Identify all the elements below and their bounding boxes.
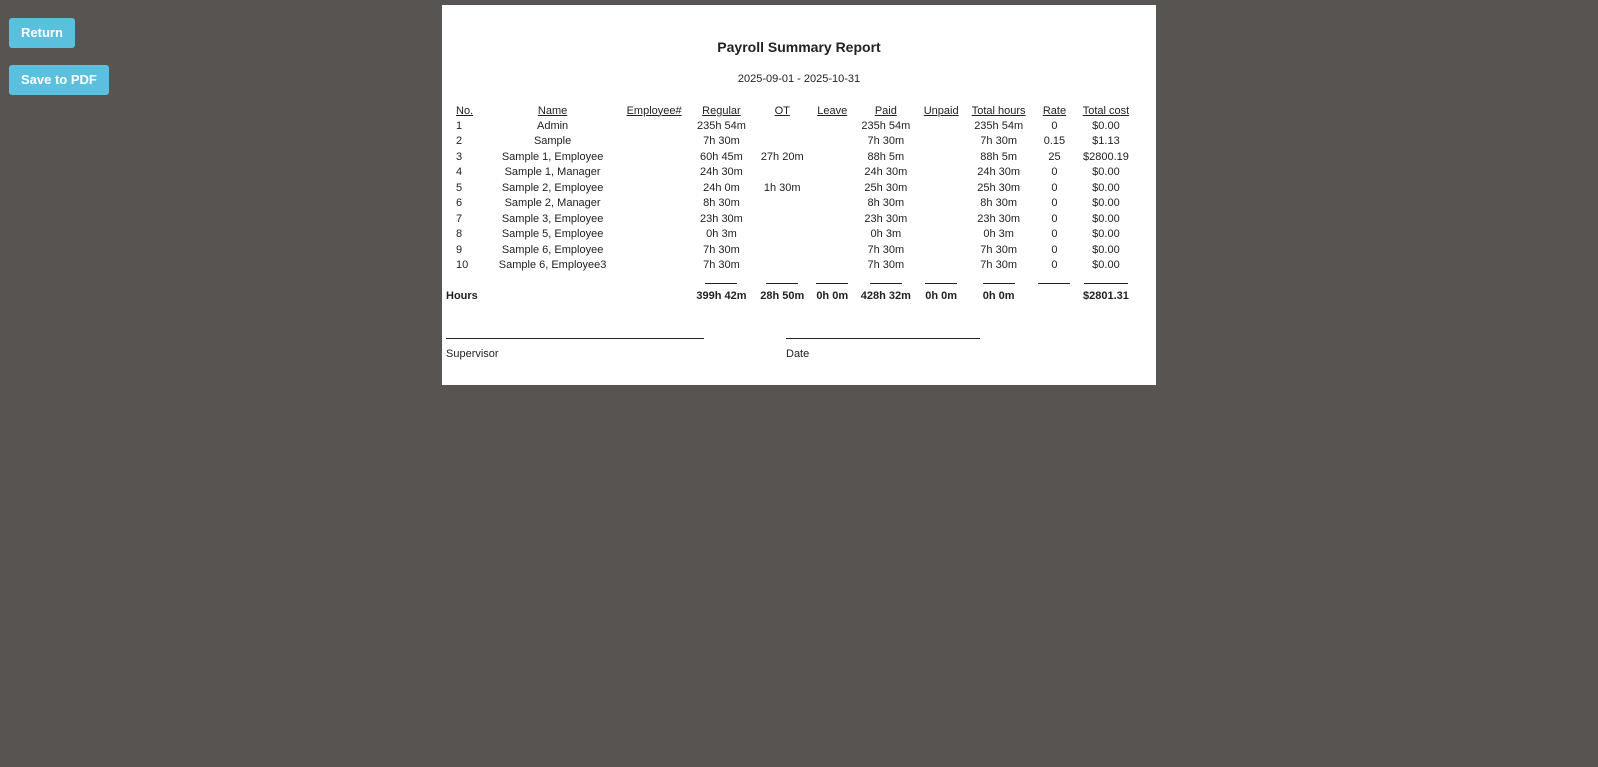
cell-total-cost: $0.00	[1092, 259, 1120, 272]
cell-leave	[811, 165, 854, 181]
cell-no: 4	[456, 166, 463, 179]
cell-no: 5	[456, 181, 463, 194]
divider	[870, 283, 902, 284]
cell-regular: 7h 30m	[703, 243, 740, 256]
cell-ot	[754, 134, 811, 150]
cell-paid: 24h 30m	[864, 166, 908, 179]
cell-regular: 7h 30m	[703, 135, 740, 148]
cell-ot	[754, 211, 811, 227]
cell-unpaid	[918, 211, 964, 227]
cell-ot	[754, 196, 811, 212]
cell-employee-number	[619, 196, 689, 212]
cell-unpaid	[918, 165, 964, 181]
col-header-ot: OT	[774, 104, 790, 117]
cell-leave	[811, 118, 854, 134]
cell-ot: 27h 20m	[760, 150, 804, 163]
table-row	[446, 196, 1136, 212]
table-row	[446, 149, 1136, 165]
cell-paid: 235h 54m	[861, 119, 911, 132]
cell-regular: 7h 30m	[703, 259, 740, 272]
cell-total-cost: $2800.19	[1082, 150, 1129, 163]
total-total-cost: $2801.31	[1082, 290, 1129, 303]
divider	[925, 283, 957, 284]
cell-rate: 0.15	[1043, 135, 1066, 148]
col-header-total-hours: Total hours	[971, 104, 1026, 117]
table-row	[446, 134, 1136, 150]
cell-no: 9	[456, 243, 463, 256]
report-title: Payroll Summary Report	[717, 39, 881, 55]
divider	[816, 283, 848, 284]
report-page	[442, 5, 1156, 385]
cell-name: Sample 2, Employee	[501, 181, 604, 194]
totals-divider-row	[446, 273, 1136, 289]
cell-employee-number	[619, 211, 689, 227]
cell-paid: 7h 30m	[867, 259, 905, 272]
cell-rate: 0	[1051, 228, 1058, 241]
cell-unpaid	[918, 242, 964, 258]
cell-unpaid	[918, 180, 964, 196]
cell-total-hours: 88h 5m	[980, 150, 1017, 163]
cell-no: 2	[456, 135, 463, 148]
cell-leave	[811, 149, 854, 165]
total-unpaid: 0h 0m	[925, 290, 958, 303]
col-header-paid: Paid	[874, 104, 897, 117]
cell-regular: 24h 30m	[700, 166, 743, 179]
cell-regular: 8h 30m	[703, 197, 740, 210]
cell-name: Sample 1, Employee	[501, 150, 604, 163]
cell-total-cost: $0.00	[1092, 197, 1120, 210]
payroll-table	[446, 103, 1136, 304]
table-row	[446, 242, 1136, 258]
save-to-pdf-button[interactable]: Save to PDF	[9, 65, 109, 95]
cell-regular: 60h 45m	[700, 150, 743, 163]
cell-total-cost: $1.13	[1092, 135, 1120, 148]
cell-employee-number	[619, 149, 689, 165]
cell-paid: 88h 5m	[867, 150, 905, 163]
cell-employee-number	[619, 165, 689, 181]
table-row	[446, 211, 1136, 227]
cell-employee-number	[619, 118, 689, 134]
cell-name: Sample	[533, 135, 572, 148]
col-header-leave: Leave	[817, 104, 848, 117]
cell-name: Admin	[536, 119, 569, 132]
cell-name: Sample 3, Employee	[501, 212, 604, 225]
cell-employee-number	[619, 242, 689, 258]
cell-total-hours: 23h 30m	[977, 212, 1021, 225]
divider	[766, 283, 798, 284]
col-header-unpaid: Unpaid	[923, 104, 959, 117]
cell-ot: 1h 30m	[763, 181, 801, 194]
cell-name: Sample 6, Employee3	[498, 259, 607, 272]
cell-ot	[754, 242, 811, 258]
cell-employee-number	[619, 180, 689, 196]
cell-leave	[811, 134, 854, 150]
cell-regular: 235h 54m	[696, 119, 746, 132]
cell-paid: 7h 30m	[867, 135, 905, 148]
cell-regular: 0h 3m	[706, 228, 737, 241]
cell-ot	[754, 258, 811, 274]
cell-unpaid	[918, 258, 964, 274]
cell-total-hours: 7h 30m	[980, 259, 1017, 272]
cell-ot	[754, 165, 811, 181]
cell-unpaid	[918, 118, 964, 134]
date-signature-line	[786, 338, 980, 339]
cell-total-cost: $0.00	[1092, 181, 1120, 194]
table-row	[446, 258, 1136, 274]
cell-rate: 25	[1048, 150, 1061, 163]
cell-total-cost: $0.00	[1092, 119, 1120, 132]
total-rate	[1033, 289, 1076, 305]
total-ot: 28h 50m	[760, 290, 805, 303]
cell-no: 7	[456, 212, 463, 225]
date-label: Date	[786, 348, 810, 360]
cell-leave	[811, 227, 854, 243]
return-button[interactable]: Return	[9, 18, 75, 48]
cell-rate: 0	[1051, 212, 1058, 225]
cell-rate: 0	[1051, 119, 1058, 132]
cell-leave	[811, 242, 854, 258]
divider	[1038, 283, 1070, 284]
cell-leave	[811, 180, 854, 196]
cell-total-cost: $0.00	[1092, 228, 1120, 241]
cell-unpaid	[918, 134, 964, 150]
col-header-name: Name	[537, 104, 568, 117]
cell-paid: 23h 30m	[864, 212, 908, 225]
cell-total-hours: 0h 3m	[983, 228, 1014, 241]
table-row	[446, 180, 1136, 196]
cell-rate: 0	[1051, 243, 1058, 256]
totals-row	[446, 289, 1136, 305]
cell-paid: 25h 30m	[864, 181, 908, 194]
total-regular: 399h 42m	[696, 290, 747, 303]
cell-rate: 0	[1051, 181, 1058, 194]
cell-unpaid	[918, 196, 964, 212]
cell-total-cost: $0.00	[1092, 166, 1120, 179]
cell-unpaid	[918, 149, 964, 165]
supervisor-label: Supervisor	[446, 348, 499, 360]
table-header-row	[446, 103, 1136, 118]
cell-ot	[754, 227, 811, 243]
cell-rate: 0	[1051, 166, 1058, 179]
cell-regular: 23h 30m	[700, 212, 743, 225]
cell-name: Sample 2, Manager	[504, 197, 601, 210]
cell-no: 1	[456, 119, 463, 132]
col-header-no: No.	[456, 104, 474, 117]
cell-leave	[811, 258, 854, 274]
cell-rate: 0	[1051, 197, 1058, 210]
cell-paid: 0h 3m	[870, 228, 902, 241]
cell-employee-number	[619, 227, 689, 243]
table-row	[446, 227, 1136, 243]
total-leave: 0h 0m	[816, 290, 849, 303]
cell-paid: 8h 30m	[867, 197, 905, 210]
cell-total-hours: 7h 30m	[980, 243, 1017, 256]
cell-no: 3	[456, 150, 463, 163]
cell-regular: 24h 0m	[703, 181, 740, 194]
divider	[983, 283, 1015, 284]
table-row	[446, 165, 1136, 181]
col-header-regular: Regular	[702, 104, 741, 117]
cell-total-hours: 25h 30m	[977, 181, 1021, 194]
col-header-rate: Rate	[1042, 104, 1067, 117]
cell-rate: 0	[1051, 259, 1058, 272]
cell-no: 8	[456, 228, 463, 241]
totals-label: Hours	[446, 290, 478, 303]
report-date-range: 2025-09-01 - 2025-10-31	[737, 73, 861, 85]
cell-name: Sample 1, Manager	[504, 166, 601, 179]
cell-no: 10	[456, 259, 469, 272]
cell-no: 6	[456, 197, 463, 210]
cell-unpaid	[918, 227, 964, 243]
cell-employee-number	[619, 134, 689, 150]
cell-total-cost: $0.00	[1092, 212, 1120, 225]
col-header-employee-number: Employee#	[626, 104, 682, 117]
cell-name: Sample 6, Employee	[501, 243, 604, 256]
cell-leave	[811, 211, 854, 227]
cell-paid: 7h 30m	[867, 243, 905, 256]
cell-total-cost: $0.00	[1092, 243, 1120, 256]
table-row	[446, 118, 1136, 134]
divider	[1084, 283, 1128, 284]
supervisor-signature-line	[446, 338, 704, 339]
cell-total-hours: 7h 30m	[980, 135, 1017, 148]
col-header-total-cost: Total cost	[1082, 104, 1130, 117]
total-total-hours: 0h 0m	[982, 290, 1015, 303]
cell-leave	[811, 196, 854, 212]
cell-total-hours: 8h 30m	[980, 197, 1017, 210]
cell-ot	[754, 118, 811, 134]
cell-total-hours: 24h 30m	[977, 166, 1021, 179]
cell-name: Sample 5, Employee	[501, 228, 604, 241]
divider	[705, 283, 737, 284]
cell-employee-number	[619, 258, 689, 274]
cell-total-hours: 235h 54m	[974, 119, 1024, 132]
total-paid: 428h 32m	[860, 290, 911, 303]
